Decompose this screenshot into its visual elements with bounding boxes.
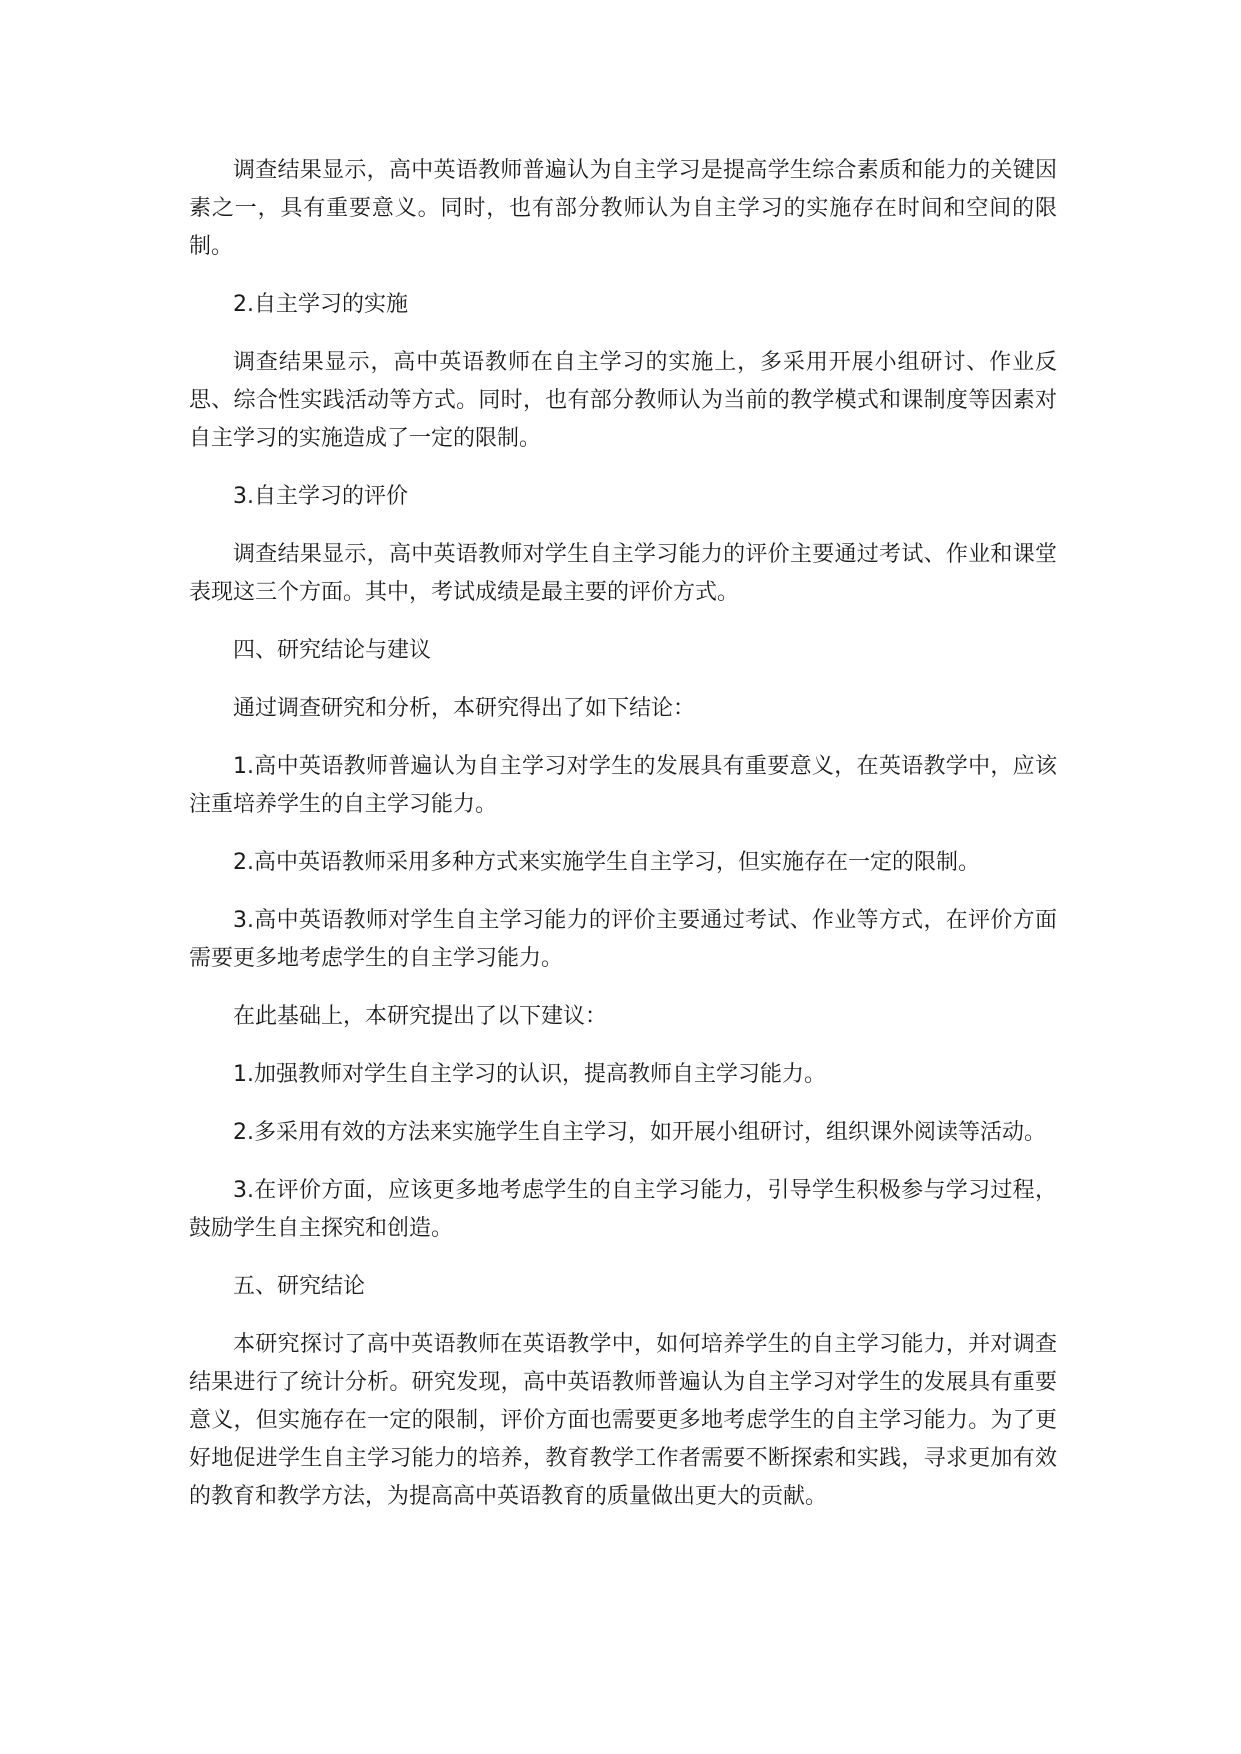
body-paragraph: 本研究探讨了高中英语教师在英语教学中，如何培养学生的自主学习能力，并对调查结果进行了统计分析。研究发现，高中英语教师普遍认为自主学习对学生的发展具有重要意义，但实施存在一定的限制，评价方面也需要更多地考虑学生的自主学习能力。为了更好地促进学生自主学习能力的培养，教育教学工作者需要不断探索和实践，寻求更加有效的教育和教学方法，为提高高中英语教育的质量做出更大的贡献。 — [189, 1332, 1057, 1509]
section-heading: 2.自主学习的实施 — [233, 292, 408, 317]
body-paragraph: 调查结果显示，高中英语教师对学生自主学习能力的评价主要通过考试、作业和课堂表现这三个方面。其中，考试成绩是最主要的评价方式。 — [189, 542, 1057, 605]
list-item: 2.高中英语教师采用多种方式来实施学生自主学习，但实施存在一定的限制。 — [233, 850, 980, 875]
section-heading: 四、研究结论与建议 — [233, 638, 432, 663]
body-paragraph: 在此基础上，本研究提出了以下建议： — [233, 1004, 608, 1029]
body-paragraph: 调查结果显示，高中英语教师普遍认为自主学习是提高学生综合素质和能力的关键因素之一，具有重要意义。同时，也有部分教师认为自主学习的实施存在时间和空间的限制。 — [189, 158, 1057, 259]
list-item: 1.加强教师对学生自主学习的认识，提高教师自主学习能力。 — [233, 1062, 826, 1087]
body-paragraph: 通过调查研究和分析，本研究得出了如下结论： — [233, 696, 696, 721]
list-item: 1.高中英语教师普遍认为自主学习对学生的发展具有重要意义，在英语教学中，应该注重培养学生的自主学习能力。 — [189, 754, 1057, 817]
body-paragraph: 调查结果显示，高中英语教师在自主学习的实施上，多采用开展小组研讨、作业反思、综合性实践活动等方式。同时，也有部分教师认为当前的教学模式和课制度等因素对自主学习的实施造成了一定的限制。 — [189, 350, 1057, 451]
list-item: 2.多采用有效的方法来实施学生自主学习，如开展小组研讨，组织课外阅读等活动。 — [233, 1120, 1046, 1145]
section-heading: 五、研究结论 — [233, 1274, 366, 1299]
list-item: 3.高中英语教师对学生自主学习能力的评价主要通过考试、作业等方式，在评价方面需要更多地考虑学生的自主学习能力。 — [189, 908, 1057, 971]
list-item: 3.在评价方面，应该更多地考虑学生的自主学习能力，引导学生积极参与学习过程，鼓励学生自主探究和创造。 — [189, 1178, 1057, 1241]
document-body — [189, 152, 1057, 1536]
section-heading: 3.自主学习的评价 — [233, 484, 408, 509]
